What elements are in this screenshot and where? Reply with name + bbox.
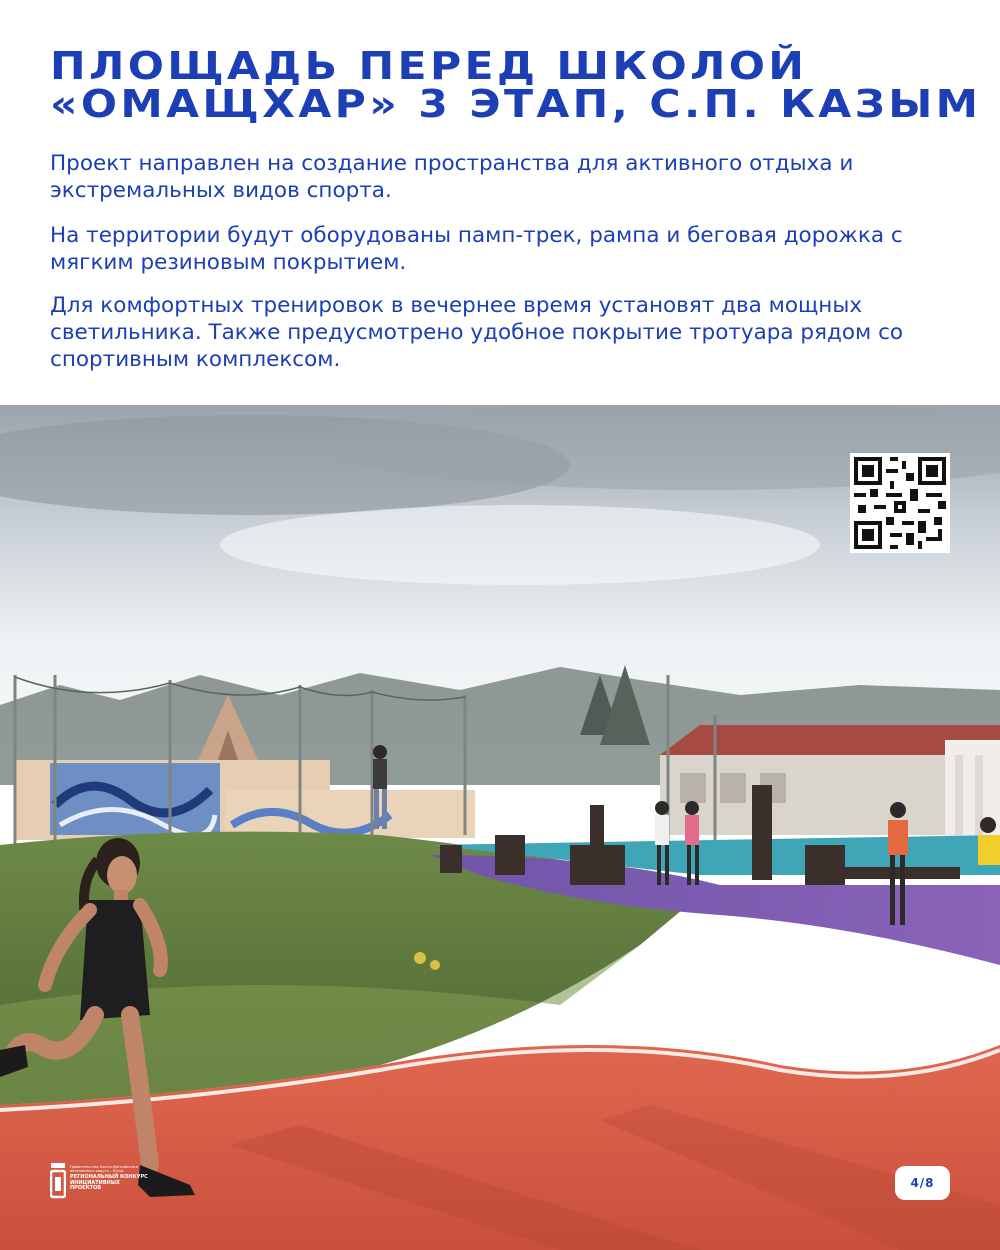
description-paragraph-1: Проект направлен на создание пространства для активного отдыха и экстремальных видов спорта.: [50, 151, 854, 203]
page-title-line-2: «ОМАЩХАР» 3 ЭТАП, С.П. КАЗЫМ: [50, 82, 982, 126]
page-indicator-badge: 4/8: [895, 1166, 950, 1200]
qr-code-icon[interactable]: [850, 453, 950, 553]
logo-caption-government: Правительство Ханты-Мансийского автономного округа – Югры: [70, 1165, 138, 1173]
logo-caption-contest: РЕГИОНАЛЬНЫЙ КОНКУРС ИНИЦИАТИВНЫХ ПРОЕКТОВ: [70, 1174, 148, 1191]
page-title-line-1: ПЛОЩАДЬ ПЕРЕД ШКОЛОЙ: [50, 44, 808, 88]
description-paragraph-2: На территории будут оборудованы памп-трек, рампа и беговая дорожка с мягким резиновым покрытием.: [50, 223, 903, 275]
contest-logo-icon: [50, 1163, 150, 1201]
description-paragraph-3: Для комфортных тренировок в вечернее время установят два мощных светильника. Также предусмотрено удобное покрытие тротуара рядом со спортивным комплексом.: [50, 293, 904, 372]
